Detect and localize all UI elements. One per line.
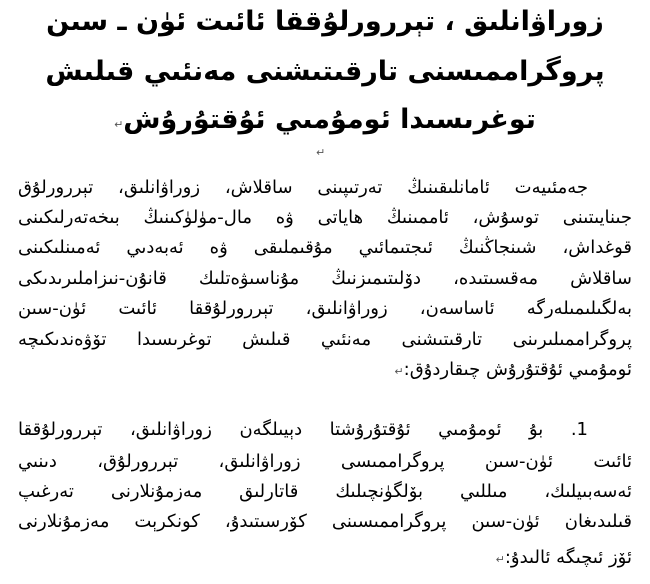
paragraph-mark-icon: ↵ bbox=[495, 553, 505, 566]
body-line: قوغداش، شىنجاڭنىڭ ئىجتىمائىي مۇقىملىقى ۋە ئەبەدىي ئەمىنلىكىنى bbox=[18, 237, 632, 258]
paragraph-mark-icon: ↵ bbox=[316, 146, 326, 159]
title-line-2: پروگراممىسنى تارقىتىشنى مەنئىي قىلىش bbox=[45, 56, 605, 87]
body-line: ساقلاش مەقسىتىدە، دۆلىتىمىزنىڭ مۇناسىۋەتلىك قانۇن-نىزاملىرىدىكى bbox=[18, 268, 632, 289]
body-line: پروگراممىلىرىنى تارقىتىشنى مەنئىي قىلىش توغرىسىدا تۆۋەندىكىچە bbox=[18, 329, 632, 350]
body-line: قىلىدىغان ئۈن-سىن پروگراممىسىنى كۆرسىتىدۇ، كونكرېت مەزمۇنلارنى bbox=[18, 511, 632, 532]
numbered-item-line: 1. بۇ ئومۇمىي ئۇقتۇرۇشتا دېيىلگەن زوراۋانلىق، تېررورلۇققا bbox=[18, 419, 588, 440]
title-line-1: زوراۋانلىق ، تېررورلۇققا ئائىت ئۈن ـ سىن bbox=[46, 6, 604, 37]
body-line: ئەسەبىيلىك، مىللىي بۆلگۈنچىلىك قاتارلىق مەزمۇنلارنى تەرغىپ bbox=[18, 481, 632, 502]
paragraph-mark-icon: ↵ bbox=[394, 365, 404, 378]
body-line: ئائىت ئۈن-سىن پروگراممىسى زوراۋانلىق، تېررورلۇق، دىنىي bbox=[18, 451, 632, 472]
body-line: بەلگىلىمىلەرگە ئاساسەن، زوراۋانلىق، تېررورلۇققا ئائىت ئۈن-سىن bbox=[18, 298, 632, 319]
title-line-3: توغرىسىدا ئومۇمىي ئۇقتۇرۇش↵ bbox=[114, 104, 536, 135]
body-line: ئومۇمىي ئۇقتۇرۇش چىقاردۇق:↵ bbox=[394, 359, 632, 380]
body-line: جەمئىيەت ئامانلىقىنىڭ تەرتىپىنى ساقلاش، زوراۋانلىق، تېررورلۇق bbox=[18, 177, 588, 198]
paragraph-mark-icon: ↵ bbox=[114, 118, 124, 131]
body-line: ئۆز ئىچىگە ئالىدۇ:↵ bbox=[495, 547, 632, 568]
body-line: جىنايىتىنى توسۇش، ئاممىنىڭ ھاياتى ۋە مال-مۈلۈكىنىڭ بىخەتەرلىكىنى bbox=[18, 207, 632, 228]
